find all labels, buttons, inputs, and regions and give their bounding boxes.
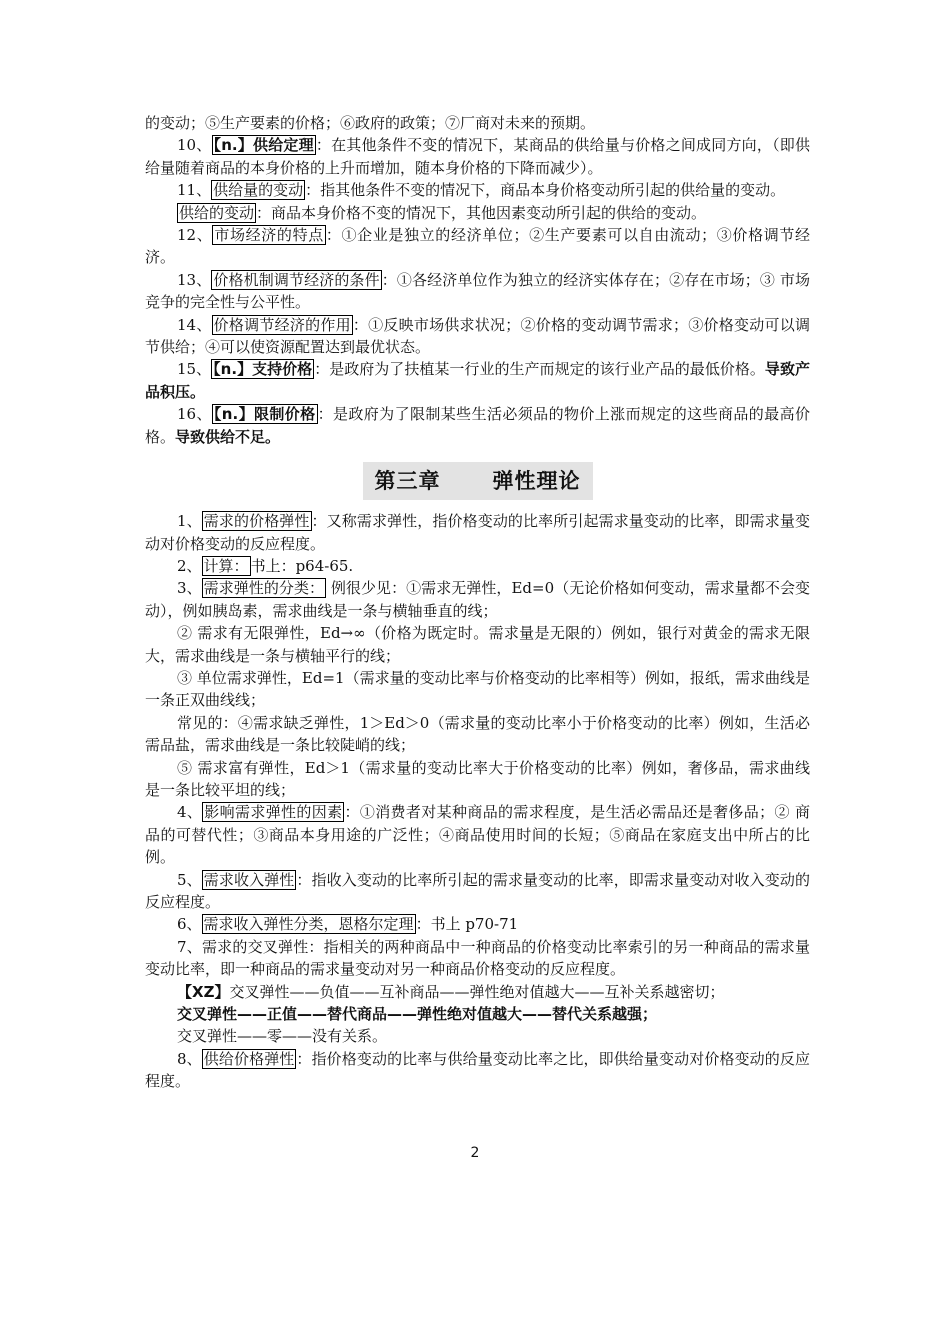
paragraph-price-elasticity: 1、 需求的价格弹性 ：又称需求弹性，指价格变动的比率所引起需求量变动的比率，即需求量变动对价格变动的反应程度。 bbox=[145, 512, 810, 553]
paragraph: ⑤ 需求富有弹性，Ed＞1（需求量的变动比率大于价格变动的比率）例如，奢侈品，需求曲线是一条比较平坦的线； bbox=[145, 758, 810, 799]
paragraph-support-price: 15、 【n.】支持价格 ：是政府为了扶植某一行业的生产而规定的该行业产品的最低价格。导致产品积压。 bbox=[145, 360, 810, 401]
paragraph-supply-change: 供给的变动 ：商品本身价格不变的情况下，其他因素变动所引起的供给的变动。 bbox=[179, 203, 707, 222]
paragraph-xz-complement: 【XZ】交叉弹性——负值——互补商品——弹性绝对值越大——互补关系越密切； bbox=[177, 982, 725, 1001]
term-box: 影响需求弹性的因素 bbox=[204, 803, 343, 822]
paragraph-xz-substitute: 交叉弹性——正值——替代商品——弹性绝对值越大——替代关系越强； bbox=[177, 1005, 658, 1024]
paragraph-engel-law: 6、 需求收入弹性分类，恩格尔定理 ：书上 p70-71 bbox=[177, 915, 519, 934]
paragraph-supply-quantity-change: 11、 供给量的变动 ：指其他条件不变的情况下，商品本身价格变动所引起的供给量的变动。 bbox=[177, 181, 786, 200]
term-box: 【n.】支持价格 bbox=[213, 360, 313, 379]
paragraph-elasticity-factors: 4、 影响需求弹性的因素 ：①消费者对某种商品的需求程度，是生活必需品还是奢侈品；② 商品的可替代性；③商品本身用途的广泛性；④商品使用时间的长短；⑤商品在家庭支出中所占的比例。 bbox=[145, 803, 810, 867]
term-box: 需求收入弹性分类，恩格尔定理 bbox=[203, 915, 414, 934]
paragraph: ② 需求有无限弹性，Ed→∞（价格为既定时。需求量是无限的）例如，银行对黄金的需求无限大，需求曲线是一条与横轴平行的线； bbox=[145, 624, 810, 665]
page-number: 2 bbox=[470, 1145, 480, 1161]
paragraph-price-mechanism: 13、 价格机制调节经济的条件 ：①各经济单位作为独立的经济实体存在；②存在市场；③ 市场竞争的完全性与公平性。 bbox=[145, 270, 810, 312]
paragraph-ceiling-price: 16、 【n.】限制价格 ：是政府为了限制某些生活必须品的物价上涨而规定的这些商品的最高价格。导致供给不足。 bbox=[145, 405, 810, 446]
paragraph-income-elasticity: 5、 需求收入弹性 ：指收入变动的比率所引起的需求量变动的比率，即需求量变动对收入变动的反应程度。 bbox=[145, 870, 810, 911]
term-box: 计算： bbox=[203, 556, 249, 575]
paragraph: 常见的：④需求缺乏弹性，1＞Ed＞0（需求量的变动比率小于价格变动的比率）例如，生活必需品盐，需求曲线是一条比较陡峭的线； bbox=[145, 713, 810, 755]
term-box: 供给价格弹性 bbox=[203, 1049, 295, 1068]
paragraph: 的变动；⑤生产要素的价格；⑥政府的政策；⑦厂商对未来的预期。 bbox=[145, 114, 596, 132]
term-box: 【n.】供给定理 bbox=[213, 136, 314, 155]
paragraph-price-role: 14、 价格调节经济的作用 ：①反映市场供求状况；②价格的变动调节需求；③价格变动可以调节供给；④可以使资源配置达到最优状态。 bbox=[145, 315, 810, 357]
term-box: 需求弹性的分类： bbox=[203, 579, 325, 598]
term-box: 供给的变动 bbox=[179, 203, 255, 222]
term-box: 需求的价格弹性 bbox=[203, 512, 310, 531]
paragraph-xz-none: 交叉弹性——零——没有关系。 bbox=[177, 1027, 388, 1046]
term-box: 供给量的变动 bbox=[213, 181, 304, 200]
paragraph-supply-elasticity: 8、 供给价格弹性 ：指价格变动的比率与供给量变动比率之比，即供给量变动对价格变动的反应程度。 bbox=[145, 1049, 810, 1091]
paragraph-cross-elasticity: 7、需求的交叉弹性：指相关的两种商品中一种商品的价格变动比率索引的另一种商品的需求量变动比率，即一种商品的需求量变动对另一种商品价格变动的反应程度。 bbox=[145, 937, 810, 979]
paragraph-calculation: 2、 计算： 书上：p64-65. bbox=[177, 556, 354, 575]
paragraph-supply-law: 10、 【n.】供给定理 ：在其他条件不变的情况下，某商品的供给量与价格之间成同方向，（即供给量随着商品的本身价格的上升而增加，随本身价格的下降而减少）。 bbox=[145, 136, 810, 177]
paragraph: ③ 单位需求弹性，Ed=1（需求量的变动比率与价格变动的比率相等）例如，报纸，需求曲线是一条正双曲线线； bbox=[145, 668, 810, 710]
chapter-heading: 第三章 弹性理论 bbox=[145, 462, 810, 500]
term-box: 价格调节经济的作用 bbox=[213, 315, 351, 334]
term-box: 价格机制调节经济的条件 bbox=[213, 270, 380, 289]
paragraph-market-economy: 12、 市场经济的特点 ：①企业是独立的经济单位；②生产要素可以自由流动；③价格调节经济。 bbox=[145, 226, 810, 267]
term-box: 市场经济的特点 bbox=[214, 226, 324, 245]
term-box: 需求收入弹性 bbox=[203, 870, 295, 889]
paragraph-elasticity-types: 3、 需求弹性的分类： 例很少见：①需求无弹性，Ed=0（无论价格如何变动，需求量都不会变动），例如胰岛素，需求曲线是一条与横轴垂直的线； bbox=[145, 579, 810, 620]
term-box: 【n.】限制价格 bbox=[213, 405, 316, 424]
page-content bbox=[145, 112, 810, 1093]
